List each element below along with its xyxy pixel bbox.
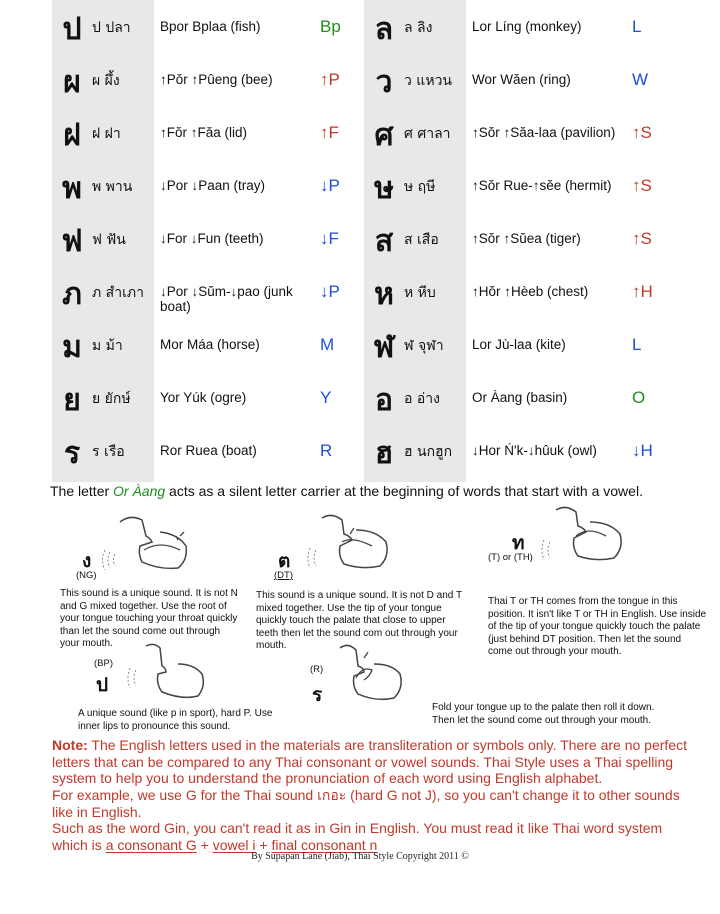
bp-caption: A unique sound (like p in sport), hard P. Use inner lips to pronounce this sound.: [78, 708, 273, 732]
left-symbol: Bp: [320, 17, 341, 36]
note-text-end: acts as a silent letter carrier at the beginning of words that start with a vowel.: [165, 483, 643, 499]
r-caption: Fold your tongue up to the palate then roll it down. Then let the sound come out through your mouth.: [432, 702, 655, 726]
right-symbol: ↑S: [632, 123, 652, 142]
left-thai-word: ผ ผึ้ง: [92, 73, 120, 89]
right-symbol: L: [632, 17, 642, 36]
right-thai-word: ฬ จุฬา: [404, 338, 444, 354]
right-thai-word: ศ ศาลา: [404, 126, 451, 142]
left-big-letter: ภ: [62, 277, 82, 312]
left-transliteration: ↓Por ↓Sŭm-↓pao (junk boat): [160, 284, 293, 314]
right-transliteration: ↑Sŏr Rue-↑sĕe (hermit): [472, 178, 612, 193]
left-transliteration: ↓For ↓Fun (teeth): [160, 231, 264, 246]
right-transliteration: ↓Hor Ń'k-↓hûuk (owl): [472, 443, 597, 458]
copyright-line: By Supapan Lane (Jiab), Thai Style Copyright 2011 ©: [251, 851, 469, 862]
left-thai-word: ฟ ฟัน: [92, 232, 126, 248]
mouth-bp-illustration: [86, 640, 266, 710]
right-transliteration: Wor Wăen (ring): [472, 72, 571, 87]
left-thai-word: ภ สำเภา: [92, 285, 144, 301]
right-thai-word: ห หีบ: [404, 285, 436, 301]
t-caption: Thai T or TH comes from the tongue in this position. It isn't like T or TH in English. Use inside of the tip of your tongue quickly touch the palate (just behind DT position. Then let the sound come out through your mouth.: [488, 596, 707, 657]
bp-glyph: ป: [96, 674, 109, 696]
final-consonant-n: final consonant n: [271, 836, 378, 853]
right-big-letter: ฮ: [374, 436, 394, 471]
dt-caption: This sound is a unique sound. It is not D and T mixed together. Use the tip of your tongue quickly touch the palate that close to upper teeth then let the sound com out through your mouth.: [256, 590, 462, 651]
right-symbol: ↑S: [632, 176, 652, 195]
consonant-row: [52, 53, 688, 106]
right-symbol: ↑H: [632, 282, 653, 301]
consonant-row: [52, 159, 688, 212]
left-big-letter: ฝ: [63, 118, 81, 153]
right-big-letter: ส: [374, 224, 394, 259]
right-big-letter: ห: [374, 277, 394, 312]
such-as-which-is: which is: [52, 836, 106, 853]
dt-glyph: ต: [278, 550, 291, 572]
right-big-letter: ศ: [374, 118, 394, 153]
right-big-letter: ฬ: [373, 330, 395, 365]
figure-bp: [86, 640, 266, 710]
left-transliteration: Mor Máa (horse): [160, 337, 260, 352]
right-transliteration: Or Àang (basin): [472, 390, 568, 405]
right-symbol: L: [632, 335, 642, 354]
left-symbol: R: [320, 441, 333, 460]
left-transliteration: ↑Pŏr ↑Pûeng (bee): [160, 72, 273, 87]
left-symbol: ↑P: [320, 70, 340, 89]
vowel-i: vowel i: [212, 836, 256, 853]
left-symbol: ↓P: [320, 282, 340, 301]
figure-ng: [60, 510, 250, 590]
r-label: (R): [310, 664, 324, 675]
left-big-letter: พ: [62, 171, 82, 206]
left-thai-word: ร เรือ: [92, 444, 125, 460]
plus-2: +: [255, 836, 272, 853]
left-symbol: M: [320, 335, 335, 354]
example-text: For example, we use G for the Thai sound เกอะ (hard G not J), so you can't change it to other sounds like in English.: [52, 787, 680, 820]
left-symbol: ↑F: [320, 123, 339, 142]
right-thai-word: ษ ฤษี: [404, 179, 436, 195]
left-big-letter: ฟ: [61, 224, 83, 259]
right-big-letter: ล: [374, 12, 394, 47]
or-aang-term: Or Àang: [113, 483, 166, 499]
figure-r: [300, 640, 440, 720]
right-transliteration: ↑Hŏr ↑Hèeb (chest): [472, 284, 589, 299]
right-transliteration: ↑Sŏr ↑Sŭea (tiger): [472, 231, 581, 246]
left-symbol: Y: [320, 388, 332, 407]
consonant-table: [52, 0, 688, 482]
plus-1: +: [196, 836, 213, 853]
bp-label: (BP): [94, 658, 113, 669]
left-symbol: ↓F: [320, 229, 339, 248]
right-symbol: ↑S: [632, 229, 652, 248]
note-paragraph: [52, 737, 692, 787]
figure-dt: [256, 508, 446, 588]
consonant-row: [52, 212, 688, 265]
note-label: Note:: [52, 737, 88, 753]
consonant-row: [52, 424, 688, 477]
right-symbol: ↓H: [632, 441, 653, 460]
such-as-line-1: Such as the word Gin, you can't read it as in Gin in English. You must read it like Thai word system: [52, 820, 663, 836]
left-thai-word: ม ม้า: [92, 338, 123, 354]
consonant-g: a consonant G: [105, 836, 197, 853]
right-symbol: W: [632, 70, 649, 89]
consonant-row: [52, 265, 688, 318]
left-big-letter: ร: [63, 436, 81, 471]
left-thai-word: พ พาน: [92, 179, 133, 195]
t-label: (T) or (TH): [488, 552, 533, 563]
left-thai-word: ป ปลา: [92, 20, 131, 36]
r-glyph: ร: [312, 684, 323, 706]
left-big-letter: ผ: [63, 65, 81, 100]
left-transliteration: Ror Ruea (boat): [160, 443, 257, 458]
left-big-letter: ย: [63, 383, 81, 418]
right-big-letter: ษ: [374, 171, 394, 206]
right-thai-word: ส เสือ: [404, 232, 439, 248]
ng-label: (NG): [76, 570, 97, 581]
example-paragraph: [52, 787, 692, 820]
note-text-start: The letter: [50, 483, 114, 499]
right-symbol: O: [632, 388, 646, 407]
consonant-row: [52, 318, 688, 371]
dt-label: (DT): [274, 570, 293, 581]
right-thai-word: ล ลิง: [404, 20, 433, 36]
left-transliteration: Bpor Bplaa (fish): [160, 19, 261, 34]
silent-letter-note: [50, 483, 643, 499]
ng-caption: This sound is a unique sound. It is not N and G mixed together. Use the root of your tongue touching your throat quickly than let the sound come out through your mouth.: [60, 588, 238, 649]
consonant-row: [52, 0, 688, 53]
note-text: The English letters used in the materials are transliteration or symbols only. There are no perfect letters that can be compared to any Thai consonant or vowel sounds. Thai Style uses a Thai spelling system to help you to understand the pronunciation of each word using English alphabet.: [52, 737, 687, 786]
right-transliteration: ↑Sŏr ↑Săa-laa (pavilion): [472, 125, 616, 140]
left-big-letter: ป: [62, 12, 82, 47]
right-transliteration: Lor Jù-laa (kite): [472, 337, 566, 352]
consonant-row: [52, 106, 688, 159]
right-thai-word: ว แหวน: [404, 73, 452, 89]
right-transliteration: Lor Líng (monkey): [472, 19, 582, 34]
right-thai-word: ฮ นกฮูก: [404, 444, 453, 460]
such-as-paragraph: [52, 820, 692, 853]
t-glyph: ท: [512, 532, 525, 554]
left-symbol: ↓P: [320, 176, 340, 195]
left-thai-word: ฝ ฝา: [92, 126, 121, 142]
ng-glyph: ง: [82, 550, 92, 572]
left-thai-word: ย ยักษ์: [92, 391, 131, 407]
consonant-row: [52, 371, 688, 424]
left-transliteration: ↓Por ↓Paan (tray): [160, 178, 266, 193]
right-thai-word: อ อ่าง: [404, 391, 440, 407]
right-big-letter: อ: [374, 383, 394, 418]
left-transliteration: Yor Yúk (ogre): [160, 390, 247, 405]
left-transliteration: ↑Fŏr ↑Făa (lid): [160, 125, 248, 140]
right-big-letter: ว: [375, 65, 393, 100]
left-big-letter: ม: [62, 330, 82, 365]
figure-t-th: [486, 500, 686, 590]
